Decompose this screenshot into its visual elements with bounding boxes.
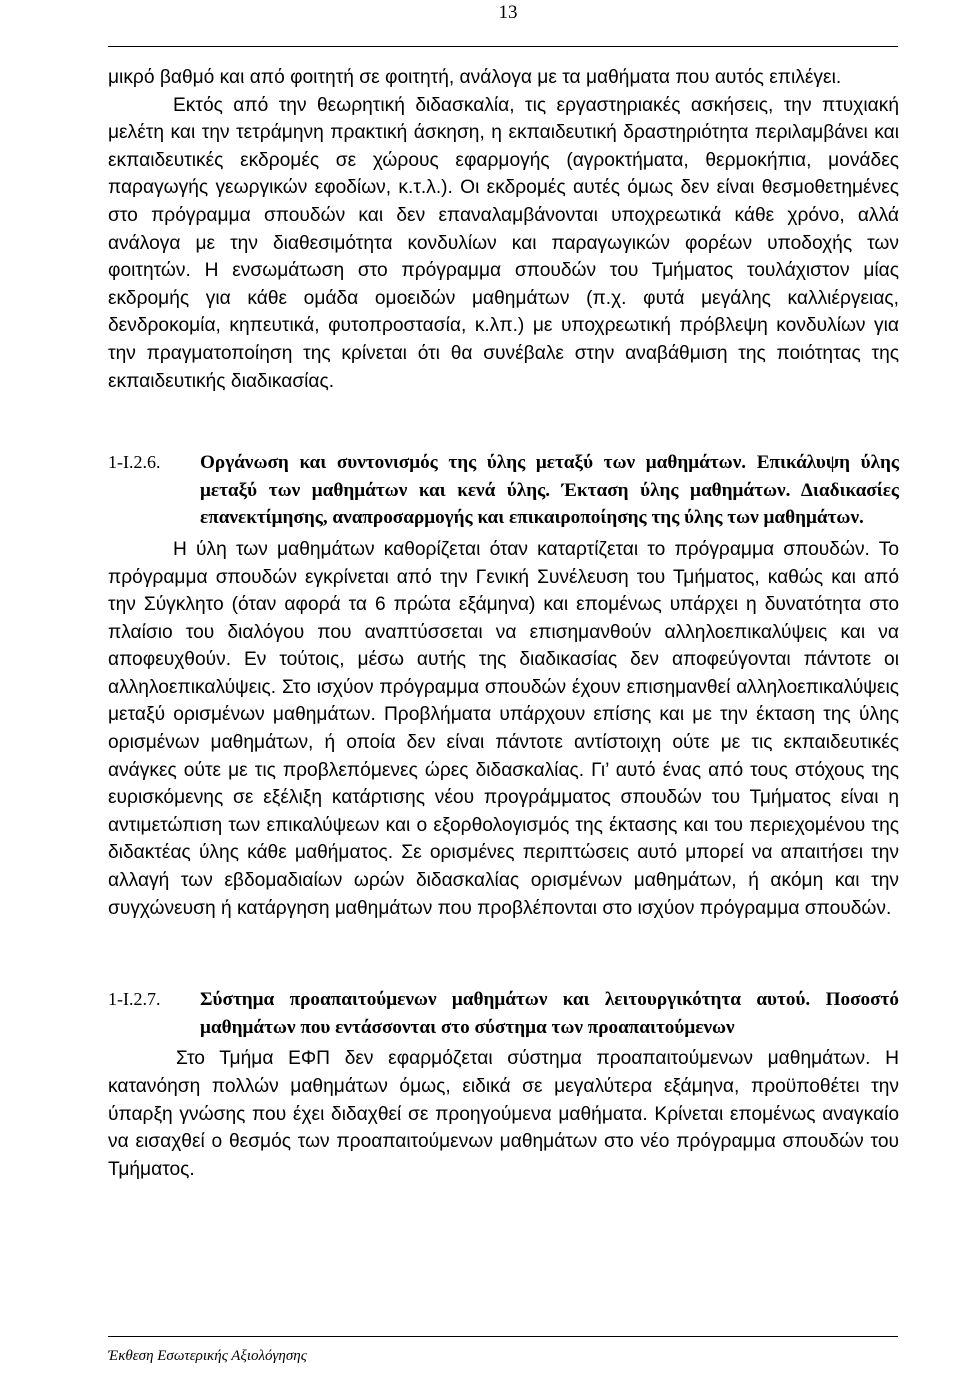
page-content: [108, 64, 899, 1183]
page-number: 13: [498, 2, 518, 23]
section-number: 1-Ι.2.7.: [108, 989, 161, 1010]
footer-title: Έκθεση Εσωτερικής Αξιολόγησης: [108, 1348, 307, 1364]
footer-divider: [108, 1336, 898, 1337]
header-divider: [108, 46, 898, 47]
section-heading-1-I-2-6: [108, 449, 899, 532]
section-title: Οργάνωση και συντονισμός της ύλης μεταξύ των μαθημάτων. Επικάλυψη ύλης μεταξύ των μαθημάτων και κενά ύλης. Έκταση ύλης μαθημάτων. Διαδικασίες επανεκτίμησης, αναπροσαρμογής και επικαιροποίησης της ύλης των μαθημάτων.: [200, 452, 899, 529]
section-number: 1-Ι.2.6.: [108, 452, 161, 473]
section-title: Σύστημα προαπαιτούμενων μαθημάτων και λειτουργικότητα αυτού. Ποσοστό μαθημάτων που εντάσσονται στο σύστημα των προαπαιτούμενων: [200, 989, 899, 1038]
paragraph-syllabus-coordination: Η ύλη των μαθημάτων καθορίζεται όταν καταρτίζεται το πρόγραμμα σπουδών. Το πρόγραμμα σπουδών εγκρίνεται από την Γενική Συνέλευση του Τμήματος, καθώς και από την Σύγκλητο (όταν αφορά τα 6 πρώτα εξάμηνα) και επομένως υπάρχει η δυνατότητα στο πλαίσιο του διαλόγου που αναπτύσσεται να επισημανθούν αλληλοεπικαλύψεις και να αποφευχθούν. Εν τούτοις, μέσω αυτής της διαδικασίας δεν αποφεύγονται πάντοτε οι αλληλοεπικαλύψεις. Στο ισχύον πρόγραμμα σπουδών έχουν επισημανθεί αλληλοεπικαλύψεις μεταξύ ορισμένων μαθημάτων. Προβλήματα υπάρχουν επίσης και με την έκταση της ύλης ορισμένων μαθημάτων, ή οποία δεν είναι πάντοτε αντίστοιχη ούτε με τις εκπαιδευτικές ανάγκες ούτε με τις προβλεπόμενες ώρες διδασκαλίας. Γι’ αυτό ένας από τους στόχους της ευρισκόμενης σε εξέλιξη κατάρτισης νέου προγράμματος σπουδών του Τμήματος είναι η αντιμετώπιση των επικαλύψεων και ο εξορθολογισμός της έκτασης και του περιεχομένου της διδακτέας ύλης κάθε μαθήματος. Σε ορισμένες περιπτώσεις αυτό μπορεί να απαιτήσει την αλλαγή των εβδομαδιαίων ωρών διδασκαλίας ορισμένων μαθημάτων, ή ακόμη και την συγχώνευση ή κατάργηση μαθημάτων που προβλέπονται στο ισχύον πρόγραμμα σπουδών.: [108, 538, 899, 919]
paragraph-educational-trips: Εκτός από την θεωρητική διδασκαλία, τις εργαστηριακές ασκήσεις, την πτυχιακή μελέτη και την τετράμηνη πρακτική άσκηση, η εκπαιδευτική δραστηριότητα περιλαμβάνει και εκπαιδευτικές εκδρομές σε χώρους εφαρμογής (αγροκτήματα, θερμοκήπια, μονάδες παραγωγής γεωργικών εφοδίων, κ.τ.λ.). Οι εκδρομές αυτές όμως δεν είναι θεσμοθετημένες στο πρόγραμμα σπουδών και δεν επαναλαμβάνονται υποχρεωτικά κάθε χρόνο, αλλά ανάλογα με την διαθεσιμότητα κονδυλίων και παραγωγικών φορέων υποδοχής των φοιτητών. Η ενσωμάτωση στο πρόγραμμα σπουδών του Τμήματος τουλάχιστον μίας εκδρομής για κάθε ομάδα ομοειδών μαθημάτων (π.χ. φυτά μεγάλης καλλιέργειας, δενδροκομία, κηπευτικά, φυτοπροστασία, κ.λπ.) με υποχρεωτική πρόβλεψη κονδυλίων για την πραγματοποίηση της κρίνεται ότι θα συνέβαλε στην αναβάθμιση της ποιότητας της εκπαιδευτικής διαδικασίας.: [108, 94, 899, 392]
section-heading-1-I-2-7: [108, 986, 899, 1041]
paragraph-prerequisites: Στο Τμήμα ΕΦΠ δεν εφαρμόζεται σύστημα προαπαιτούμενων μαθημάτων. Η κατανόηση πολλών μαθημάτων όμως, ειδικά σε μεγαλύτερα εξάμηνα, προϋποθέτει την ύπαρξη γνώσης που έχει διδαχθεί σε προηγούμενα μαθήματα. Κρίνεται επομένως αναγκαίο να εισαχθεί ο θεσμός των προαπαιτούμενων μαθημάτων στο νέο πρόγραμμα σπουδών του Τμήματος.: [108, 1048, 899, 1180]
paragraph-continuation: μικρό βαθμό και από φοιτητή σε φοιτητή, ανάλογα με τα μαθήματα που αυτός επιλέγει.: [108, 67, 842, 88]
